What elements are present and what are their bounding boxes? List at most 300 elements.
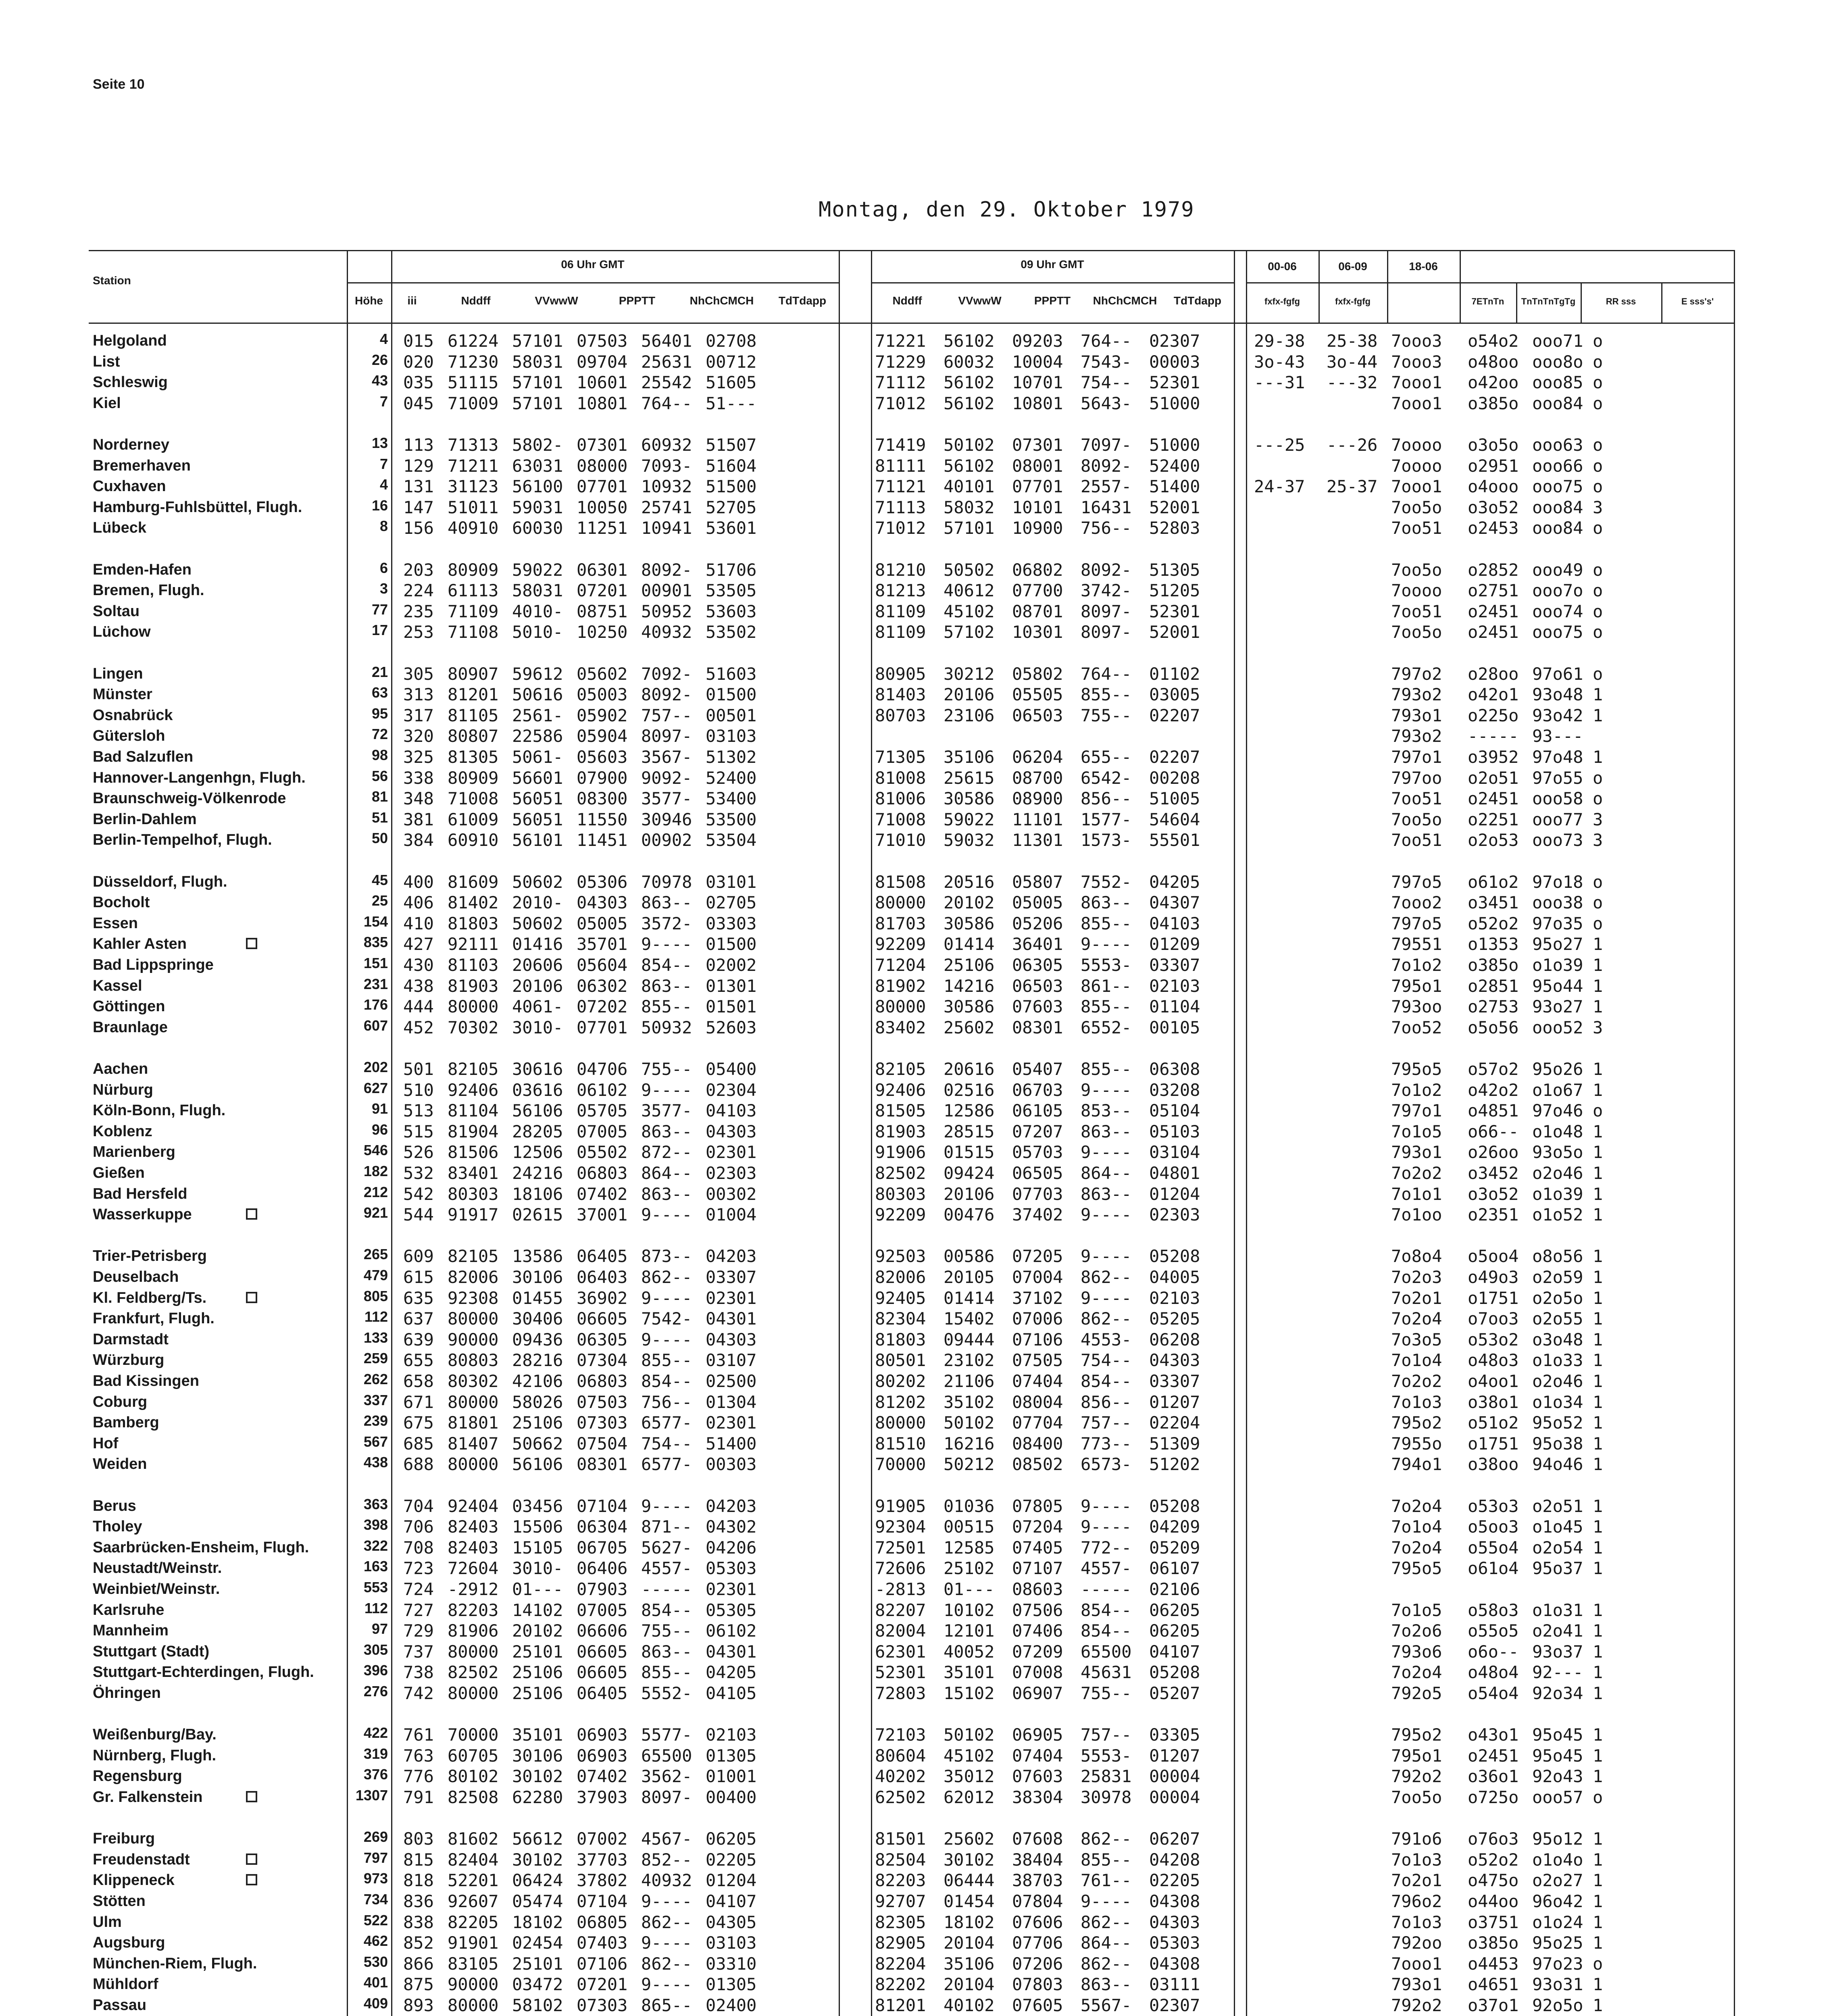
cell-b: 03472 [512,1974,563,1995]
cell-c: 07402 [577,1184,628,1204]
cell-e: 02500 [706,1371,757,1391]
cell-i: 737 [403,1641,434,1662]
cell-r: 92o43 [1532,1766,1583,1787]
station-height: 337 [363,1391,388,1408]
station-name: Soltau [93,602,140,620]
cell-r: ooo77 [1532,809,1583,829]
cell-s: 1 [1593,1725,1603,1745]
cell-a: 92308 [448,1288,499,1308]
cell-e: 03103 [706,726,757,746]
cell-b: 18106 [512,1184,563,1204]
cell-e: 51706 [706,560,757,580]
cell-d: 5627- [641,1537,692,1558]
cell-m: 02103 [1149,1288,1200,1308]
cell-a: 80000 [448,997,499,1017]
cell-c: 05904 [577,726,628,746]
cell-g: 20106 [944,1184,995,1204]
cell-k: 38404 [1012,1849,1063,1870]
header-mid-rule-06 [347,282,839,283]
cell-q: o725o [1468,1787,1519,1807]
cell-f: 80000 [875,1413,926,1433]
cell-e: 04103 [706,1101,757,1121]
cell-e: 01500 [706,934,757,954]
cell-l: 4557- [1081,1558,1132,1579]
cell-i: 513 [403,1101,434,1121]
cell-b: 56612 [512,1829,563,1849]
station-height: 50 [371,830,388,847]
cell-b: 50616 [512,685,563,705]
cell-m: 01207 [1149,1392,1200,1412]
cell-k: 09203 [1012,331,1063,351]
station-name: Emden-Hafen [93,561,192,578]
cell-s: 1 [1593,705,1603,725]
cell-l: 755-- [1081,1683,1132,1703]
cell-k: 06305 [1012,955,1063,975]
cell-g: 50212 [944,1454,995,1475]
cell-q: o53o2 [1468,1329,1519,1350]
cell-l: 9---- [1081,1517,1132,1537]
cell-g: 20516 [944,872,995,892]
cell-r: o1o48 [1532,1121,1583,1141]
cell-p: 797o5 [1391,872,1442,892]
cell-k: 07700 [1012,581,1063,601]
header-tdapp-06: TdTdapp [778,294,827,307]
header-t7: 7ETnTn [1471,296,1504,306]
cell-l: 764-- [1081,331,1132,351]
station-height: 409 [363,1995,388,2012]
cell-s: 1 [1593,1537,1603,1558]
cell-l: 9---- [1081,1142,1132,1162]
cell-l: 854-- [1081,1371,1132,1391]
cell-r: ooo66 [1532,456,1583,476]
cell-g: 40101 [944,477,995,497]
cell-f: 62301 [875,1641,926,1662]
cell-d: 50932 [641,1017,692,1037]
cell-e: 00302 [706,1184,757,1204]
cell-e: 00400 [706,1787,757,1807]
cell-e: 05305 [706,1600,757,1620]
cell-a: 61113 [448,581,499,601]
cell-q: o43o1 [1468,1725,1519,1745]
cell-e: 52400 [706,768,757,788]
cell-c: 37001 [577,1205,628,1225]
cell-a: 72604 [448,1558,499,1579]
cell-f: 71121 [875,477,926,497]
station-height: 51 [371,809,388,826]
cell-s: 1 [1593,1683,1603,1703]
cell-e: 04105 [706,1683,757,1703]
cell-b: 4010- [512,601,563,621]
cell-i: 639 [403,1329,434,1350]
header-rr: RR sss [1606,296,1636,306]
station-name: Kiel [93,394,121,412]
cell-s: 1 [1593,1267,1603,1287]
cell-f: 80303 [875,1184,926,1204]
col-rule-t7 [1460,250,1461,323]
cell-m: 51305 [1149,560,1200,580]
station-marker-square [246,1791,257,1802]
station-name: Berlin-Dahlem [93,810,197,828]
cell-b: 56051 [512,789,563,809]
cell-q: o1751 [1468,1288,1519,1308]
cell-g: 35106 [944,747,995,767]
station-height: 151 [363,955,388,971]
cell-q: o52o2 [1468,1849,1519,1870]
cell-g: 20104 [944,1974,995,1995]
cell-i: 515 [403,1121,434,1141]
header-block-06: 06 Uhr GMT [561,258,625,271]
station-name: Münster [93,686,152,703]
cell-r: 95o38 [1532,1433,1583,1454]
cell-k: 07804 [1012,1891,1063,1911]
cell-m: 00003 [1149,352,1200,372]
cell-g: 25602 [944,1829,995,1849]
cell-f: 62502 [875,1787,926,1807]
cell-s: 1 [1593,1205,1603,1225]
cell-b: 57101 [512,373,563,393]
cell-r: 93--- [1532,726,1583,746]
cell-b: 50602 [512,913,563,933]
cell-k: 10004 [1012,352,1063,372]
cell-m: 06208 [1149,1329,1200,1350]
cell-a: 83105 [448,1954,499,1974]
station-height: 163 [363,1558,388,1575]
cell-f: -2813 [875,1579,926,1599]
cell-b: 05474 [512,1891,563,1911]
cell-f: 92209 [875,1205,926,1225]
cell-m: 04308 [1149,1891,1200,1911]
cell-q: o26oo [1468,1142,1519,1162]
station-name: Bad Lippspringe [93,956,214,973]
cell-c: 08000 [577,456,628,476]
cell-k: 05005 [1012,893,1063,913]
cell-l: 853-- [1081,1101,1132,1121]
cell-d: 756-- [641,1392,692,1412]
cell-q: o42o2 [1468,1080,1519,1100]
cell-m: 03005 [1149,685,1200,705]
cell-i: 704 [403,1496,434,1516]
station-name: Gütersloh [93,727,165,745]
cell-n: 24-37 [1254,477,1305,497]
station-height: 96 [371,1121,388,1138]
cell-b: 5802- [512,435,563,455]
cell-c: 07303 [577,1995,628,2015]
cell-m: 02205 [1149,1870,1200,1891]
cell-f: 81803 [875,1329,926,1350]
cell-r: ooo49 [1532,560,1583,580]
station-height: 112 [364,1599,388,1616]
cell-s: 1 [1593,955,1603,975]
cell-s: 1 [1593,1309,1603,1329]
station-height: 438 [363,1454,388,1471]
cell-b: 56106 [512,1101,563,1121]
cell-g: 56102 [944,393,995,413]
cell-r: o1o39 [1532,1184,1583,1204]
cell-i: 430 [403,955,434,975]
cell-l: 855-- [1081,997,1132,1017]
cell-r: ooo57 [1532,1787,1583,1807]
cell-k: 10301 [1012,622,1063,642]
cell-p: 7oo5o [1391,809,1442,829]
header-pppp-09: PPPTT [1034,294,1071,307]
station-name: Wasserkuppe [93,1206,192,1223]
cell-d: 9---- [641,1933,692,1953]
cell-r: 97o55 [1532,768,1583,788]
cell-a: 52201 [448,1870,499,1891]
station-height: 182 [363,1163,388,1179]
cell-g: 50102 [944,435,995,455]
cell-g: 01414 [944,934,995,954]
station-marker-square [246,938,257,949]
cell-m: 03305 [1149,1725,1200,1745]
header-e: E sss's' [1681,296,1714,306]
cell-c: 10050 [577,497,628,517]
cell-g: 56102 [944,373,995,393]
cell-p: 7o1o2 [1391,955,1442,975]
cell-m: 52301 [1149,601,1200,621]
cell-l: 761-- [1081,1870,1132,1891]
cell-g: 58032 [944,497,995,517]
cell-q: o5oo4 [1468,1246,1519,1266]
cell-c: 07701 [577,477,628,497]
cell-b: 22586 [512,726,563,746]
header-vvwww-06: VVwwW [535,294,578,307]
cell-a: 80102 [448,1766,499,1787]
cell-m: 06308 [1149,1059,1200,1079]
cell-f: 81109 [875,601,926,621]
cell-l: 862-- [1081,1267,1132,1287]
cell-g: 50502 [944,560,995,580]
cell-i: 729 [403,1621,434,1641]
cell-e: 02301 [706,1579,757,1599]
cell-b: 20606 [512,955,563,975]
cell-r: o2o51 [1532,1496,1583,1516]
cell-d: 862-- [641,1267,692,1287]
cell-g: 20104 [944,1933,995,1953]
cell-r: ooo71 [1532,331,1583,351]
cell-i: 685 [403,1433,434,1454]
cell-p: 7o2o4 [1391,1537,1442,1558]
cell-c: 07402 [577,1766,628,1787]
cell-r: o1o4o [1532,1849,1583,1870]
cell-a: 40910 [448,518,499,538]
cell-f: 92503 [875,1246,926,1266]
cell-a: 80909 [448,768,499,788]
cell-k: 05703 [1012,1142,1063,1162]
cell-d: 863-- [641,893,692,913]
cell-p: 79551 [1391,934,1442,954]
cell-e: 00712 [706,352,757,372]
cell-g: 40612 [944,581,995,601]
cell-r: 95o12 [1532,1829,1583,1849]
cell-c: 06705 [577,1537,628,1558]
station-height: 530 [363,1953,388,1970]
cell-r: 95o37 [1532,1558,1583,1579]
cell-q: o54o2 [1468,331,1519,351]
cell-p: 7ooo1 [1391,373,1442,393]
cell-q: o3o52 [1468,1184,1519,1204]
station-height: 835 [363,934,388,951]
cell-r: 97o35 [1532,913,1583,933]
cell-q: o42oo [1468,373,1519,393]
cell-k: 07209 [1012,1641,1063,1662]
cell-d: 855-- [641,1350,692,1370]
cell-i: 838 [403,1912,434,1932]
cell-p: 7o1o2 [1391,1080,1442,1100]
cell-b: 30106 [512,1267,563,1287]
cell-b: 63031 [512,456,563,476]
cell-i: 147 [403,497,434,517]
cell-a: 80000 [448,1454,499,1475]
cell-i: 452 [403,1017,434,1037]
page-number: Seite 10 [93,77,145,92]
cell-a: 51115 [448,373,499,393]
cell-q: o28oo [1468,664,1519,684]
cell-g: 01036 [944,1496,995,1516]
cell-a: 82205 [448,1912,499,1932]
cell-r: 95o44 [1532,976,1583,996]
cell-l: 854-- [1081,1621,1132,1641]
cell-m: 01209 [1149,934,1200,954]
cell-b: 5061- [512,747,563,767]
station-name: Nürburg [93,1081,153,1098]
cell-f: 82504 [875,1849,926,1870]
cell-p: 792o2 [1391,1995,1442,2015]
cell-a: 81602 [448,1829,499,1849]
cell-e: 51603 [706,664,757,684]
header-top-rule [89,250,1734,251]
cell-e: 53500 [706,809,757,829]
station-name: Osnabrück [93,706,173,724]
cell-f: 82304 [875,1309,926,1329]
cell-i: 410 [403,913,434,933]
cell-m: 05207 [1149,1683,1200,1703]
cell-p: 791o6 [1391,1829,1442,1849]
cell-r: 93o37 [1532,1641,1583,1662]
station-height: 98 [371,747,388,763]
cell-f: 71229 [875,352,926,372]
cell-i: 815 [403,1849,434,1870]
cell-r: o1o67 [1532,1080,1583,1100]
cell-a: 80302 [448,1371,499,1391]
cell-m: 51000 [1149,393,1200,413]
cell-s: 1 [1593,1080,1603,1100]
cell-m: 02103 [1149,976,1200,996]
cell-c: 06803 [577,1163,628,1183]
cell-p: 7o1o5 [1391,1600,1442,1620]
cell-q: o61o4 [1468,1558,1519,1579]
cell-s: 3 [1593,830,1603,850]
station-name: Augsburg [93,1934,165,1951]
station-name: Bremerhaven [93,457,191,474]
cell-q: o42o1 [1468,685,1519,705]
cell-b: 56101 [512,830,563,850]
cell-i: 235 [403,601,434,621]
header-station: Station [93,274,131,287]
cell-f: 81210 [875,560,926,580]
cell-a: 61224 [448,331,499,351]
cell-l: 9---- [1081,1288,1132,1308]
cell-b: 50662 [512,1433,563,1454]
station-height: 305 [363,1641,388,1658]
cell-s: 1 [1593,1662,1603,1683]
cell-p: 797o1 [1391,1101,1442,1121]
cell-e: 04305 [706,1912,757,1932]
cell-d: 8092- [641,685,692,705]
cell-a: 80803 [448,1350,499,1370]
cell-g: 30586 [944,913,995,933]
cell-b: 30102 [512,1849,563,1870]
cell-e: 53601 [706,518,757,538]
cell-s: o [1593,768,1603,788]
cell-l: 855-- [1081,913,1132,933]
station-name: Bremen, Flugh. [93,582,204,599]
cell-e: 04301 [706,1309,757,1329]
cell-g: 30212 [944,664,995,684]
cell-a: 80909 [448,560,499,580]
cell-q: o54o4 [1468,1683,1519,1703]
cell-s: o [1593,331,1603,351]
station-name: Göttingen [93,998,165,1015]
station-name: Frankfurt, Flugh. [93,1310,215,1327]
station-name: Karlsruhe [93,1601,165,1618]
cell-f: 82202 [875,1974,926,1995]
station-height: 8 [379,518,388,535]
cell-b: 18102 [512,1912,563,1932]
header-mid-rule-09 [871,282,1234,283]
cell-k: 07706 [1012,1933,1063,1953]
station-name: Regensburg [93,1768,182,1785]
cell-c: 07503 [577,331,628,351]
cell-c: 06403 [577,1267,628,1287]
station-height: 921 [363,1204,388,1221]
cell-r: ooo52 [1532,1017,1583,1037]
cell-q: o3452 [1468,1163,1519,1183]
cell-g: 45102 [944,1745,995,1766]
cell-d: 60932 [641,435,692,455]
cell-k: 07606 [1012,1912,1063,1932]
cell-l: 862-- [1081,1954,1132,1974]
cell-f: 92304 [875,1517,926,1537]
station-name: München-Riem, Flugh. [93,1955,257,1972]
cell-a: 70302 [448,1017,499,1037]
cell-d: 9---- [641,1496,692,1516]
cell-r: ooo63 [1532,435,1583,455]
cell-m: 06205 [1149,1621,1200,1641]
cell-m: 00105 [1149,1017,1200,1037]
cell-r: o3o48 [1532,1329,1583,1350]
cell-a: 80807 [448,726,499,746]
cell-s: 1 [1593,1912,1603,1932]
cell-p: 7oo5o [1391,622,1442,642]
cell-i: 609 [403,1246,434,1266]
cell-p: 795o5 [1391,1059,1442,1079]
cell-g: 25615 [944,768,995,788]
cell-l: 772-- [1081,1537,1132,1558]
cell-m: 02207 [1149,705,1200,725]
cell-f: 82006 [875,1267,926,1287]
cell-k: 08701 [1012,601,1063,621]
cell-i: 253 [403,622,434,642]
cell-l: 9---- [1081,1246,1132,1266]
station-height: 112 [364,1308,388,1325]
cell-k: 08001 [1012,456,1063,476]
cell-b: 25106 [512,1662,563,1683]
cell-k: 07405 [1012,1537,1063,1558]
cell-r: o2o46 [1532,1371,1583,1391]
station-name: Lübeck [93,519,147,537]
cell-q: o51o2 [1468,1413,1519,1433]
